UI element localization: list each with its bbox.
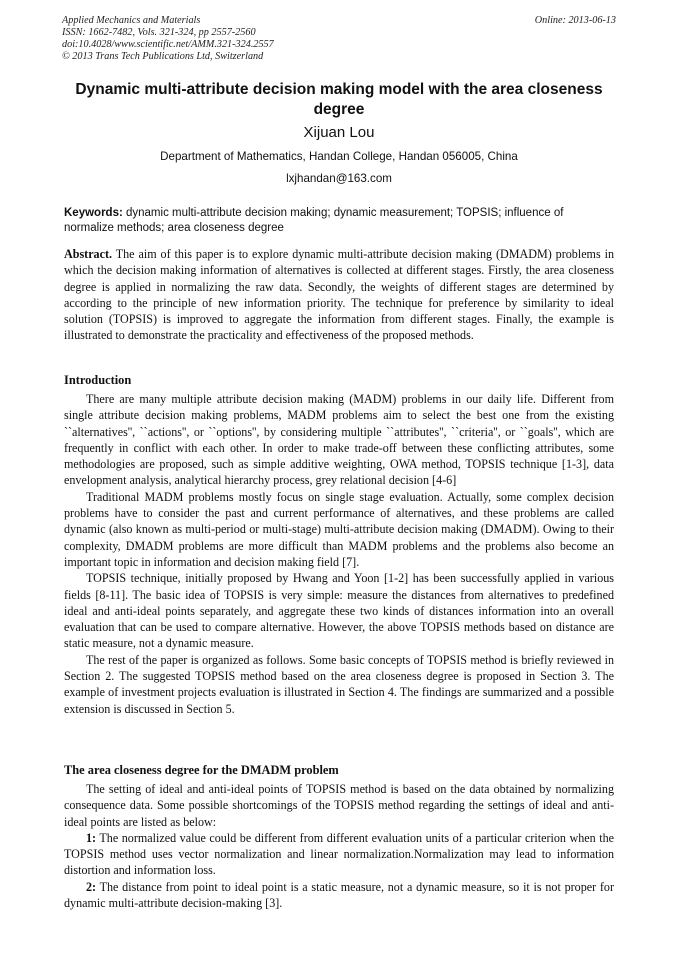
item-number: 2: xyxy=(86,879,97,894)
keywords-text: dynamic multi-attribute decision making; dynamic measurement; TOPSIS; influence of normalize methods; area closeness degree xyxy=(64,207,564,234)
item-number: 1: xyxy=(86,830,97,845)
paragraph: There are many multiple attribute decision making (MADM) problems in our daily life. Different from single attribute decision making problems, MADM problems aim to select the best one from the existing ``alternatives'', ``actions'', or ``options'', by considering multiple ``attributes'', ``criteria'', or ``goals'', which are frequently in conflict with each other. In order to make trade-off between these conflicting attributes, some methodologies are proposed, such as simple additive weighting, OWA method, TOPSIS technique [1-3], data envelopment analysis, analytical hierarchy process, grey relational decision [4-6] xyxy=(64,392,614,488)
paragraph: Traditional MADM problems mostly focus on single stage evaluation. Actually, some complex decision problems have to consider the past and current performance of alternatives, and these problems are called dynamic (also known as multi-period or multi-stage) multi-attribute decision making (DMADM). Owing to their complexity, DMADM problems are more difficult than MADM problems and the problems also become an important topic in information and decision making field [7]. xyxy=(64,489,614,569)
online-date: Online: 2013-06-13 xyxy=(534,15,616,26)
section2-body xyxy=(64,781,614,911)
list-item xyxy=(64,879,614,912)
paragraph: TOPSIS technique, initially proposed by Hwang and Yoon [1-2] has been successfully applied in various fields [8-11]. The basic idea of TOPSIS is very simple: measure the distances from alternatives to predefined ideal and anti-ideal points separately, and aggregate these two kinds of distances information into an overall evaluation that can be used to compare alternative. However, the above TOPSIS methods based on distance are static measure, not a dynamic measure. xyxy=(64,571,614,651)
abstract-label: Abstract. xyxy=(64,247,113,261)
abstract-text: The aim of this paper is to explore dynamic multi-attribute decision making (DMADM) problems in which the decision making information of alternatives is collected at different stages. Firstly, the area closeness degree is applied in normalizing the raw data. Secondly, the weights of different stages are determined by according to the principle of new information priority. The technique for preference by similarity to ideal solution (TOPSIS) is improved to aggregate the information from different stages. Finally, the example is illustrated to demonstrate the practicality and effectiveness of the proposed methods. xyxy=(64,247,614,343)
journal-header xyxy=(62,15,616,63)
paragraph: The rest of the paper is organized as follows. Some basic concepts of TOPSIS method is briefly reviewed in Section 2. The suggested TOPSIS method based on the area closeness degree is proposed in Section 3. The example of investment projects evaluation is illustrated in Section 4. The findings are summarized and a possible extension is discussed in Section 5. xyxy=(64,652,614,716)
author-name: Xijuan Lou xyxy=(303,124,375,141)
introduction-body xyxy=(64,391,614,717)
section-heading-introduction: Introduction xyxy=(64,373,132,387)
doi-line: doi:10.4028/www.scientific.net/AMM.321-324.2557 xyxy=(62,39,274,50)
keywords xyxy=(64,206,614,236)
affiliation: Department of Mathematics, Handan College, Handan 056005, China xyxy=(160,150,518,163)
section-heading-area-closeness: The area closeness degree for the DMADM problem xyxy=(64,763,339,777)
item-text: The distance from point to ideal point is a static measure, not a dynamic measure, so it is not proper for dynamic multi-attribute decision-making [3]. xyxy=(64,879,614,911)
paper-title: Dynamic multi-attribute decision making model with the area closeness degree xyxy=(75,81,603,118)
item-text: The normalized value could be different from different evaluation units of a particular criterion when the TOPSIS method uses vector normalization and linear normalization.Normalization may lead to information distortion and information loss. xyxy=(64,830,614,878)
paragraph: The setting of ideal and anti-ideal points of TOPSIS method is based on the data obtained by normalizing consequence data. Some possible shortcomings of the TOPSIS method regarding the settings of ideal and anti-ideal points are listed as below: xyxy=(64,782,614,829)
issn-line: ISSN: 1662-7482, Vols. 321-324, pp 2557-2560 xyxy=(62,27,256,38)
author-email: lxjhandan@163.com xyxy=(286,172,392,185)
copyright-line: © 2013 Trans Tech Publications Ltd, Switzerland xyxy=(62,51,264,62)
journal-name: Applied Mechanics and Materials xyxy=(62,15,201,26)
abstract xyxy=(64,246,614,344)
keywords-label: Keywords: xyxy=(64,207,123,219)
list-item xyxy=(64,830,614,879)
